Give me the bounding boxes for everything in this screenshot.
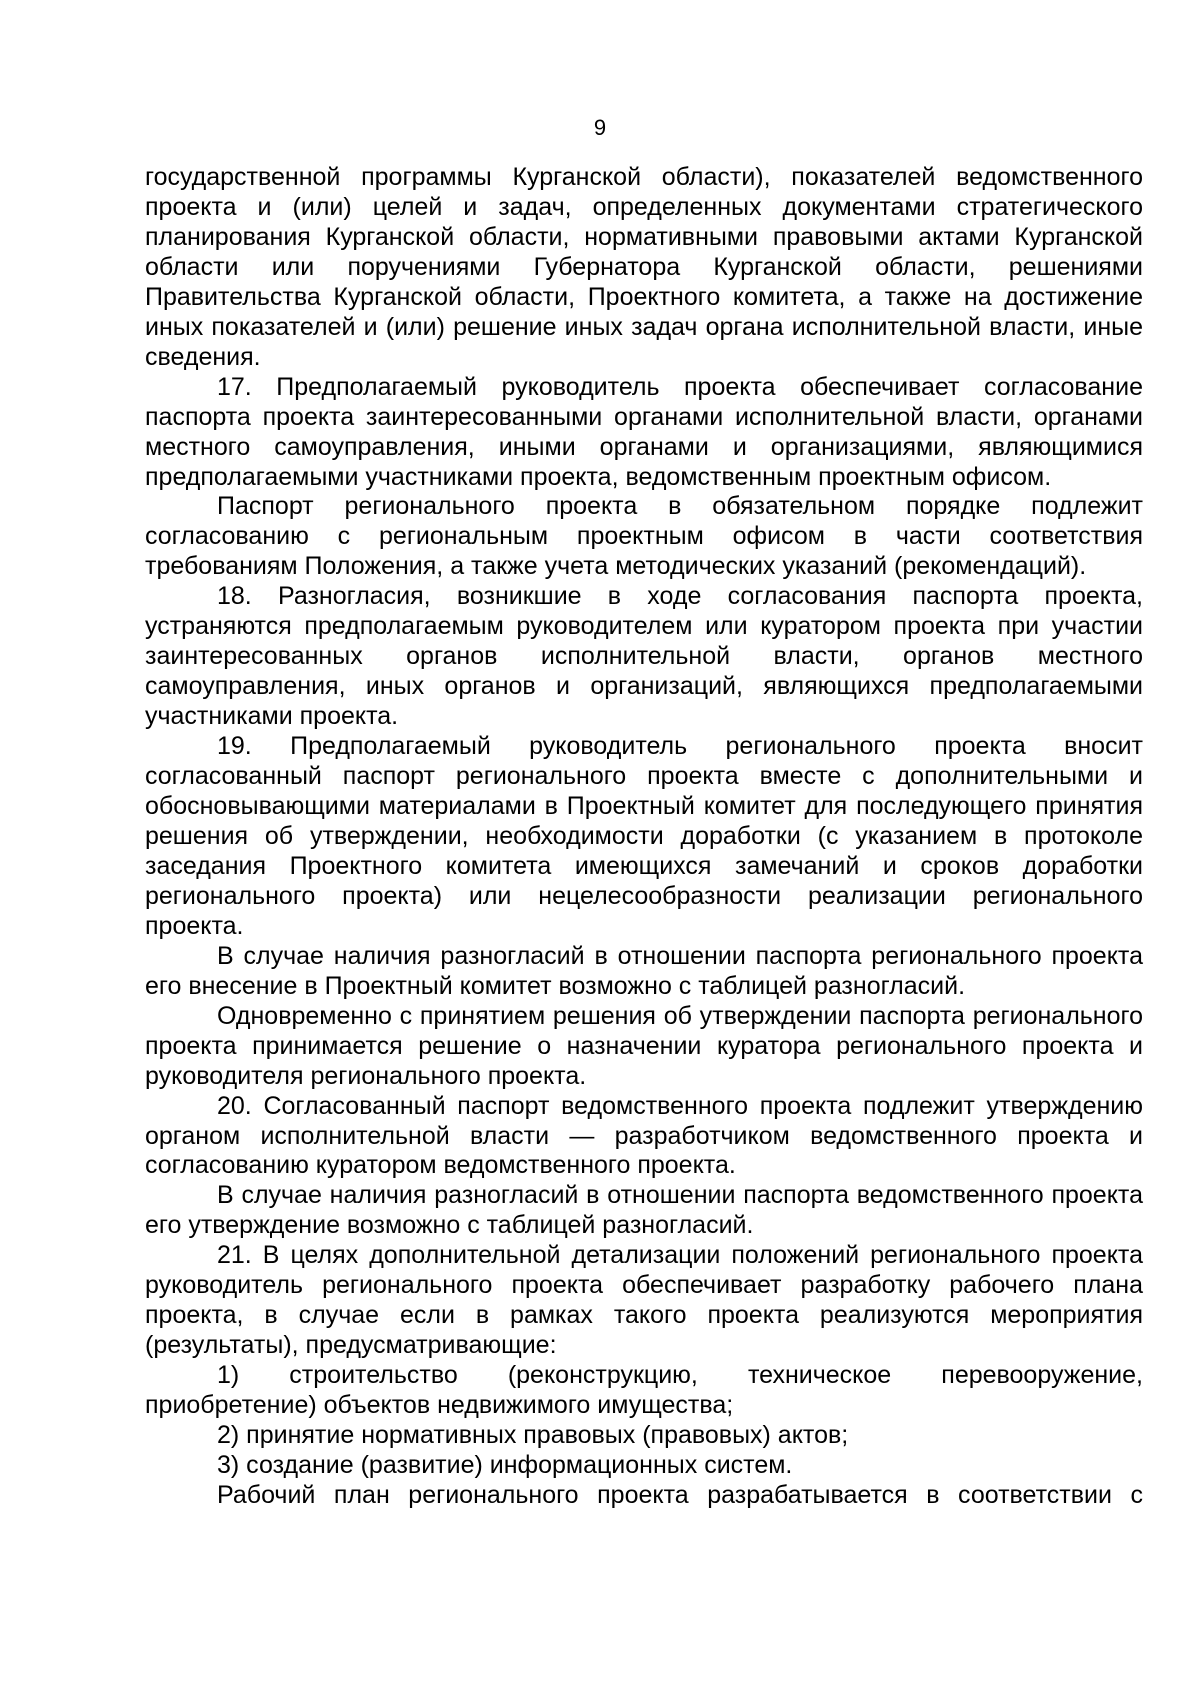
- paragraph-passport-approval: Паспорт регионального проекта в обязательном порядке подлежит согласованию с региональным проектным офисом в части соответствия требованиям Положения, а также учета методических указаний (рекомендаций).: [145, 492, 1143, 581]
- paragraph-item-21: 21. В целях дополнительной детализации положений регионального проекта руководитель регионального проекта обеспечивает разработку рабочего плана проекта, в случае если в рамках такого проекта реализуются мероприятия (результаты), предусматривающие:: [145, 1241, 1143, 1360]
- page-number: 9: [593, 115, 607, 140]
- paragraph-work-plan: Рабочий план регионального проекта разрабатывается в соответствии с: [217, 1480, 1143, 1509]
- paragraph-departmental-disagreements: В случае наличия разногласий в отношении паспорта ведомственного проекта его утверждение возможно с таблицей разногласий.: [145, 1181, 1143, 1240]
- paragraph-continuation: государственной программы Курганской области), показателей ведомственного проекта и (или) целей и задач, определенных документами стратегического планирования Курганской области, нормативными правовыми актами Курганской области или поручениями Губернатора Курганской области, решениями Правительства Курганской области, Проектного комитета, а также на достижение иных показателей и (или) решение иных задач органа исполнительной власти, иные сведения.: [145, 163, 1143, 371]
- paragraph-item-18: 18. Разногласия, возникшие в ходе согласования паспорта проекта, устраняются предполагаемым руководителем или куратором проекта при участии заинтересованных органов исполнительной власти, органов местного самоуправления, иных органов и организаций, являющихся предполагаемыми участниками проекта.: [145, 582, 1143, 731]
- paragraph-item-19: 19. Предполагаемый руководитель регионального проекта вносит согласованный паспорт регионального проекта вместе с дополнительными и обосновывающими материалами в Проектный комитет для последующего принятия решения об утверждении, необходимости доработки (с указанием в протоколе заседания Проектного комитета имеющихся замечаний и сроков доработки регионального проекта) или нецелесообразности реализации регионального проекта.: [145, 732, 1143, 940]
- paragraph-item-17: 17. Предполагаемый руководитель проекта обеспечивает согласование паспорта проекта заинтересованными органами исполнительной власти, органами местного самоуправления, иными органами и организациями, являющимися предполагаемыми участниками проекта, ведомственным проектным офисом.: [145, 372, 1143, 491]
- list-item-1: 1) строительство (реконструкцию, техническое перевооружение, приобретение) объектов недвижимого имущества;: [145, 1361, 1143, 1420]
- paragraph-regional-disagreements: В случае наличия разногласий в отношении паспорта регионального проекта его внесение в Проектный комитет возможно с таблицей разногласий.: [145, 941, 1143, 1000]
- document-body: [145, 163, 1143, 1511]
- paragraph-item-20: 20. Согласованный паспорт ведомственного проекта подлежит утверждению органом исполнительной власти — разработчиком ведомственного проекта и согласованию куратором ведомственного проекта.: [145, 1091, 1143, 1180]
- list-item-2: 2) принятие нормативных правовых (правовых) актов;: [217, 1421, 849, 1450]
- list-item-3: 3) создание (развитие) информационных систем.: [217, 1450, 793, 1479]
- paragraph-curator-appointment: Одновременно с принятием решения об утверждении паспорта регионального проекта принимается решение о назначении куратора регионального проекта и руководителя регионального проекта.: [145, 1001, 1143, 1090]
